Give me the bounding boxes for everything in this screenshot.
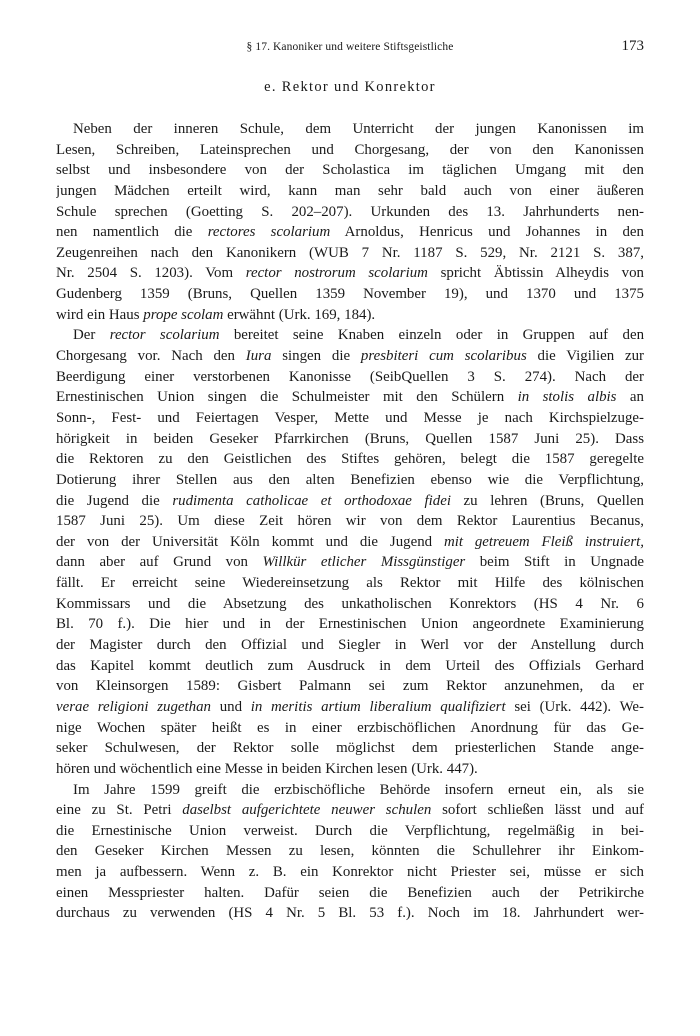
text-run: spricht Äbtissin Alheydis von <box>427 265 644 282</box>
text-run: Lesen, Schreiben, Lateinsprechen und Chorgesang, der von den Kanonissen <box>56 141 644 158</box>
text-line <box>56 160 644 181</box>
text-line <box>56 222 644 243</box>
text-run: die Ernestinische Union verweist. Durch die Verpflichtung, regelmäßig in bei- <box>56 822 644 839</box>
text-run: Nr. 2504 S. 1203). Vom <box>56 265 246 282</box>
text-run: Bl. 70 f.). Die hier und in der Ernestinischen Union angeordnete Examinierung <box>56 616 644 633</box>
text-line <box>56 470 644 491</box>
text-line <box>56 202 644 223</box>
text-line <box>56 511 644 532</box>
text-line <box>56 614 644 635</box>
text-run: hörigkeit in beiden Geseker Pfarrkirchen (Bruns, Quellen 1587 Juni 25). Dass <box>56 430 644 447</box>
text-line <box>56 697 644 718</box>
text-run: die Vigilien zur <box>526 348 644 365</box>
italic-phrase: Willkür etlicher Missgünstiger <box>262 554 466 571</box>
paragraph <box>56 780 644 924</box>
text-run: Sonn-, Fest- und Feiertagen Vesper, Mette und Messe je nach Kirchspielzuge- <box>56 409 644 426</box>
text-run: selbst und insbesondere von der Scholastica im täglichen Umgang mit den <box>56 162 644 179</box>
italic-phrase: Iura <box>245 348 272 365</box>
section-title: e. Rektor und Konrektor <box>264 79 436 95</box>
page-number: 173 <box>621 38 644 54</box>
paragraph <box>56 119 644 325</box>
text-run: einen Messpriester halten. Dafür seien die Benefizien auch der Petrikirche <box>56 884 644 901</box>
text-run: durchaus zu verwenden (HS 4 Nr. 5 Bl. 53 f.). Noch im 18. Jahrhundert wer- <box>56 905 644 922</box>
text-run: von Kleinsorgen 1589: Gisbert Palmann sei zum Rektor anzunehmen, da er <box>56 678 644 695</box>
text-line <box>56 862 644 883</box>
text-line <box>56 491 644 512</box>
text-line <box>56 780 644 801</box>
text-run: Zeugenreihen nach den Kanonikern (WUB 7 Nr. 1187 S. 529, Nr. 2121 S. 387, <box>56 244 644 261</box>
text-run: nige Wochen später heißt es in einer erzbischöflichen Anordnung für das Ge- <box>56 719 644 736</box>
text-line <box>56 759 644 780</box>
text-run: Dotierung ihrer Stellen aus den alten Benefizien ebenso wie die Verpflichtung, <box>56 471 644 488</box>
text-line <box>56 635 644 656</box>
text-run: fällt. Er erreicht seine Wiedereinsetzung als Rektor mit Hilfe des kölnischen <box>56 575 644 592</box>
text-line <box>56 532 644 553</box>
italic-phrase: mit getreuem Fleiß instruiert, <box>443 533 644 550</box>
text-line <box>56 408 644 429</box>
text-run: nen namentlich die <box>56 224 208 241</box>
text-line <box>56 594 644 615</box>
text-line <box>56 387 644 408</box>
running-head <box>56 38 644 58</box>
text-run: beim Stift in Ungnade <box>465 554 644 571</box>
italic-phrase: prope scolam <box>143 306 224 323</box>
text-run: das Kapitel kommt deutlich zum Ausdruck in dem Urteil des Offizials Gerhard <box>56 657 644 674</box>
text-line <box>56 449 644 470</box>
body-text <box>56 119 644 924</box>
text-line <box>56 181 644 202</box>
running-title: § 17. Kanoniker und weitere Stiftsgeistliche <box>246 41 454 53</box>
text-run: an <box>616 389 644 406</box>
text-line <box>56 284 644 305</box>
text-run: Ernestinischen Union singen die Schulmeister mit den Schülern <box>56 389 518 406</box>
italic-phrase: rudimenta catholicae et orthodoxae fidei <box>172 492 451 509</box>
text-run: Im Jahre 1599 greift die erzbischöfliche Behörde insofern erneut ein, als sie <box>73 781 644 798</box>
text-line <box>56 367 644 388</box>
text-run: Beerdigung einer verstorbenen Kanonisse (SeibQuellen 3 S. 274). Nach der <box>56 368 644 385</box>
text-run: hören und wöchentlich eine Messe in beiden Kirchen lesen (Urk. 447). <box>56 760 478 777</box>
text-line <box>56 656 644 677</box>
italic-phrase: in meritis artium liberalium qualifiziert <box>250 698 506 715</box>
text-line <box>56 821 644 842</box>
text-run: der von der Universität Köln kommt und die Jugend <box>56 533 444 550</box>
text-line <box>56 140 644 161</box>
text-run: Kommissars und die Absetzung des unkatholischen Konrektors (HS 4 Nr. 6 <box>56 595 644 612</box>
text-run: den Geseker Kirchen Messen zu lesen, könnten die Schullehrer ihr Einkom- <box>56 843 644 860</box>
text-line <box>56 841 644 862</box>
italic-phrase: rectores scolarium <box>207 224 331 241</box>
text-run: eine zu St. Petri <box>56 802 183 819</box>
text-run: bereitet seine Knaben einzeln oder in Gruppen auf den <box>219 327 644 344</box>
italic-phrase: daselbst aufgerichtete neuwer schulen <box>182 802 432 819</box>
text-run: zu lehren (Bruns, Quellen <box>450 492 644 509</box>
text-run: die Rektoren zu den Geistlichen des Stiftes gehören, belegt die 1587 geregelte <box>56 451 644 468</box>
text-line <box>56 573 644 594</box>
italic-phrase: verae religioni zugethan <box>56 698 211 715</box>
text-run: sofort schließen lässt und auf <box>431 802 644 819</box>
italic-phrase: in stolis albis <box>517 389 617 406</box>
text-line <box>56 346 644 367</box>
text-run: wird ein Haus <box>56 306 144 323</box>
text-run: Neben der inneren Schule, dem Unterricht der jungen Kanonissen im <box>73 121 644 137</box>
text-run: Arnoldus, Henricus und Johannes in den <box>330 224 644 241</box>
text-line <box>56 800 644 821</box>
text-run: jungen Mädchen erteilt wird, kann man sehr bald auch von einer äußeren <box>56 182 644 199</box>
paragraph <box>56 325 644 779</box>
text-run: Gudenberg 1359 (Bruns, Quellen 1359 November 19), und 1370 und 1375 <box>56 286 644 303</box>
italic-phrase: rector scolarium <box>109 327 220 344</box>
text-line <box>56 903 644 924</box>
text-run: Der <box>73 327 110 344</box>
text-line <box>56 718 644 739</box>
text-line <box>56 263 644 284</box>
text-run: Chorgesang vor. Nach den <box>56 348 246 365</box>
text-line <box>56 883 644 904</box>
text-line <box>56 552 644 573</box>
text-run: seker Schulwesen, der Rektor solle möglichst dem priesterlichen Stande ange- <box>56 740 644 757</box>
text-line <box>56 119 644 140</box>
text-line <box>56 429 644 450</box>
text-line <box>56 325 644 346</box>
text-run: die Jugend die <box>56 492 173 509</box>
text-run: Schule sprechen (Goetting S. 202–207). Urkunden des 13. Jahrhunderts nen- <box>56 203 644 220</box>
text-line <box>56 243 644 264</box>
italic-phrase: presbiteri cum scolaribus <box>360 348 527 365</box>
text-run: men ja aufbessern. Wenn z. B. ein Konrektor nicht Priester sei, müsse er sich <box>56 864 644 881</box>
text-line <box>56 305 644 326</box>
text-line <box>56 738 644 759</box>
text-line <box>56 676 644 697</box>
text-run: und <box>210 698 251 715</box>
text-run: singen die <box>271 348 361 365</box>
text-run: dann aber auf Grund von <box>56 554 263 571</box>
text-run: sei (Urk. 442). We- <box>505 698 644 715</box>
text-run: 1587 Juni 25). Um diese Zeit hören wir von dem Rektor Laurentius Becanus, <box>56 513 644 530</box>
text-run: erwähnt (Urk. 169, 184). <box>223 306 376 323</box>
italic-phrase: rector nostrorum scolarium <box>245 265 428 282</box>
text-run: der Magister durch den Offizial und Siegler in Werl vor der Anstellung durch <box>56 637 644 654</box>
